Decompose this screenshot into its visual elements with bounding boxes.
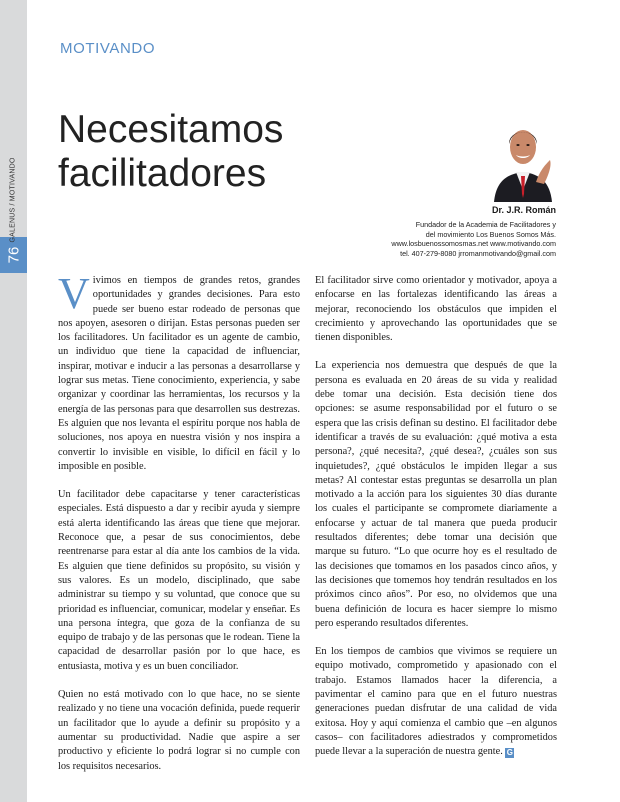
body-paragraph: El facilitador sirve como orientador y motivador, apoya a enfocarse en las fortalezas identificando las áreas a mejorar, reconociendo los obstáculos que impiden el crecimiento y aprovechando las oportunidades que se tienen disponibles. xyxy=(315,275,557,344)
author-name: Dr. J.R. Román xyxy=(491,205,556,215)
author-bio xyxy=(391,220,556,258)
author-bio-line: tel. 407-279-8080 jrromanmotivando@gmail.com xyxy=(400,248,556,258)
body-paragraph: En los tiempos de cambios que vivimos se requiere un equipo motivado, comprometido y apasionado con el trabajo. Estamos llamados hacer la diferencia, a pavimentar el camino para que en el futuro nuestras generaciones puedan disfrutar de una calidad de vida exitosa. Hoy y aquí comienza el cambio que –en algunos casos– con facilitadores adiestrados y comprometidos puede llevar a la superación de nuestra gente. G xyxy=(315,646,557,758)
article-title xyxy=(58,108,283,196)
body-paragraph: La experiencia nos demuestra que después de que la persona es evaluada en 20 áreas de su vida y realidad debe tomar una decisión. Esta decisión tiene dos opciones: se asume responsabilidad por el futuro o se espera que las crisis definan su destino. El facilitador debe identificar a través de su evaluación: ¿qué motiva a esta persona?, ¿qué necesita?, ¿qué desea?, ¿cuáles son sus inquietudes?, ¿qué obstáculos le impiden llegar a sus metas? Al contestar estas preguntas se desarrolla un plan motivado a la acción para los siguientes 30 días durante los cuales el participante se compromete diariamente a enfocarse y actuar de tal manera que pueda producir resultados diferentes; debe tomar una decisión que marque su futuro. “Lo que ocurre hoy es el resultado de las decisiones que tomamos en los pasados cinco años, y las decisiones que tomemos hoy tendrán resultados en los próximos cinco años”. Por eso, no olvidemos que una buena definición de locura es hacer siempre lo mismo pero esperando resultados diferentes. xyxy=(315,360,557,629)
body-paragraph: Vivimos en tiempos de grandes retos, grandes oportunidades y grandes decisiones. Para esto puede ser bueno estar rodeado de personas que nos apoyen, asesoren o dirijan. Estas personas pueden ser los facilitadores. Un facilitador es un agente de cambio, un individuo que tiene la capacidad de influenciar, inspirar, motivar e inducir a las personas a desarrollarse y lograr sus metas. Tiene conocimiento, experiencia, y sabe organizar y coordinar las herramientas, los recursos y la energía de las personas para que desarrollen sus destrezas. Es alguien que nos levanta el espíritu porque nos habla de soluciones, nos apoya en nuestra visión y nos inspira a convertir lo invisible en visible, lo difícil en fácil y lo imposible en posible. xyxy=(58,269,300,472)
author-bio-line: del movimiento Los Buenos Somos Más. xyxy=(425,229,556,239)
running-header: GALENUS / MOTIVANDO xyxy=(9,157,17,243)
body-paragraph: Quien no está motivado con lo que hace, no se siente realizado y no tiene una vocación definida, puede requerir un facilitador que lo ayude a definir su propósito y a aumentar su productividad. Nadie que aspire a ser productivo y eficiente lo podrá lograr si no cumple con los requisitos necesarios. xyxy=(58,689,300,772)
author-bio-line: Fundador de la Academia de Facilitadores y xyxy=(415,220,556,229)
section-label: MOTIVANDO xyxy=(60,40,156,57)
side-band xyxy=(0,0,27,802)
page-number: 76 xyxy=(0,237,27,273)
drop-cap: V xyxy=(58,269,90,318)
author-info xyxy=(391,205,556,258)
body-paragraph: Un facilitador debe capacitarse y tener características especiales. Está dispuesto a dar y recibir ayuda y siempre está alerta identificando las áreas que tiene que mejorar. Reconoce que, a pesar de sus conocimientos, debe reentrenarse para estar al día ante los cambios de la vida. Es alguien que tiene definidos su propósito, su visión y sus valores. Es un modelo, disciplinado, que sabe administrar su tiempo y su voluntad, que conoce que su prioridad es influenciar, comunicar, modelar y enseñar. Es una persona íntegra, que goza de la confianza de su equipo de trabajo y de las personas que le rodean. Tiene la capacidad de desarrollar pasión por lo que hace, es entusiasta, motiva y es un buen conciliador. xyxy=(58,489,300,672)
author-bio-line: www.losbuenossomosmas.net www.motivando.com xyxy=(391,239,556,249)
body-column-right xyxy=(315,274,557,774)
body-column-left xyxy=(58,269,300,788)
title-line-1: Necesitamos xyxy=(58,108,284,151)
author-photo xyxy=(490,114,556,202)
end-of-article-icon: G xyxy=(506,748,514,758)
title-line-2: facilitadores xyxy=(58,152,267,195)
